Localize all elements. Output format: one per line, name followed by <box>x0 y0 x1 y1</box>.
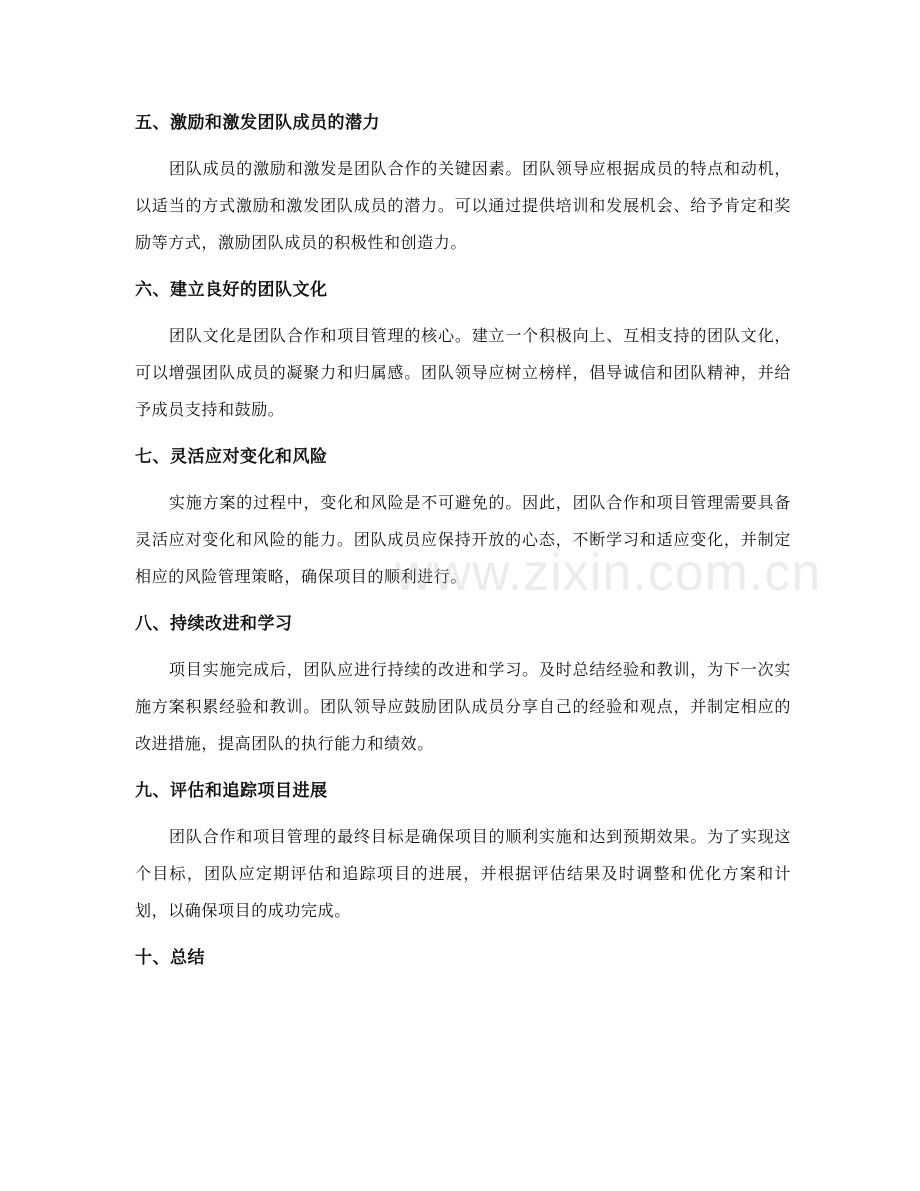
watermark: www.zixin.com.cn <box>395 544 822 602</box>
document-body <box>135 104 791 985</box>
section-heading: 六、建立良好的团队文化 <box>135 280 328 300</box>
section-6 <box>135 271 791 428</box>
section-paragraph: 团队成员的激励和激发是团队合作的关键因素。团队领导应根据成员的特点和动机，以适当的方式激励和激发团队成员的潜力。可以通过提供培训和发展机会、给予肯定和奖励等方式，激励团队成员的积极性和创造力。 <box>135 159 791 252</box>
section-heading: 七、灵活应对变化和风险 <box>135 447 328 467</box>
section-10 <box>135 939 791 977</box>
section-heading: 十、总结 <box>135 948 205 968</box>
section-8 <box>135 605 791 762</box>
section-paragraph: 团队文化是团队合作和项目管理的核心。建立一个积极向上、互相支持的团队文化，可以增强团队成员的凝聚力和归属感。团队领导应树立榜样，倡导诚信和团队精神，并给予成员支持和鼓励。 <box>135 326 791 419</box>
section-5 <box>135 104 791 261</box>
section-paragraph: 项目实施完成后，团队应进行持续的改进和学习。及时总结经验和教训，为下一次实施方案积累经验和教训。团队领导应鼓励团队成员分享自己的经验和观点，并制定相应的改进措施，提高团队的执行能力和绩效。 <box>135 660 791 753</box>
section-7 <box>135 438 791 595</box>
section-heading: 八、持续改进和学习 <box>135 614 293 634</box>
section-paragraph: 团队合作和项目管理的最终目标是确保项目的顺利实施和达到预期效果。为了实现这个目标，团队应定期评估和追踪项目的进展，并根据评估结果及时调整和优化方案和计划，以确保项目的成功完成。 <box>135 827 791 920</box>
section-heading: 九、评估和追踪项目进展 <box>135 781 328 801</box>
section-paragraph: 实施方案的过程中，变化和风险是不可避免的。因此，团队合作和项目管理需要具备灵活应对变化和风险的能力。团队成员应保持开放的心态，不断学习和适应变化，并制定相应的风险管理策略，确保项目的顺利进行。 <box>135 493 791 586</box>
section-heading: 五、激励和激发团队成员的潜力 <box>135 113 380 133</box>
section-9 <box>135 772 791 929</box>
